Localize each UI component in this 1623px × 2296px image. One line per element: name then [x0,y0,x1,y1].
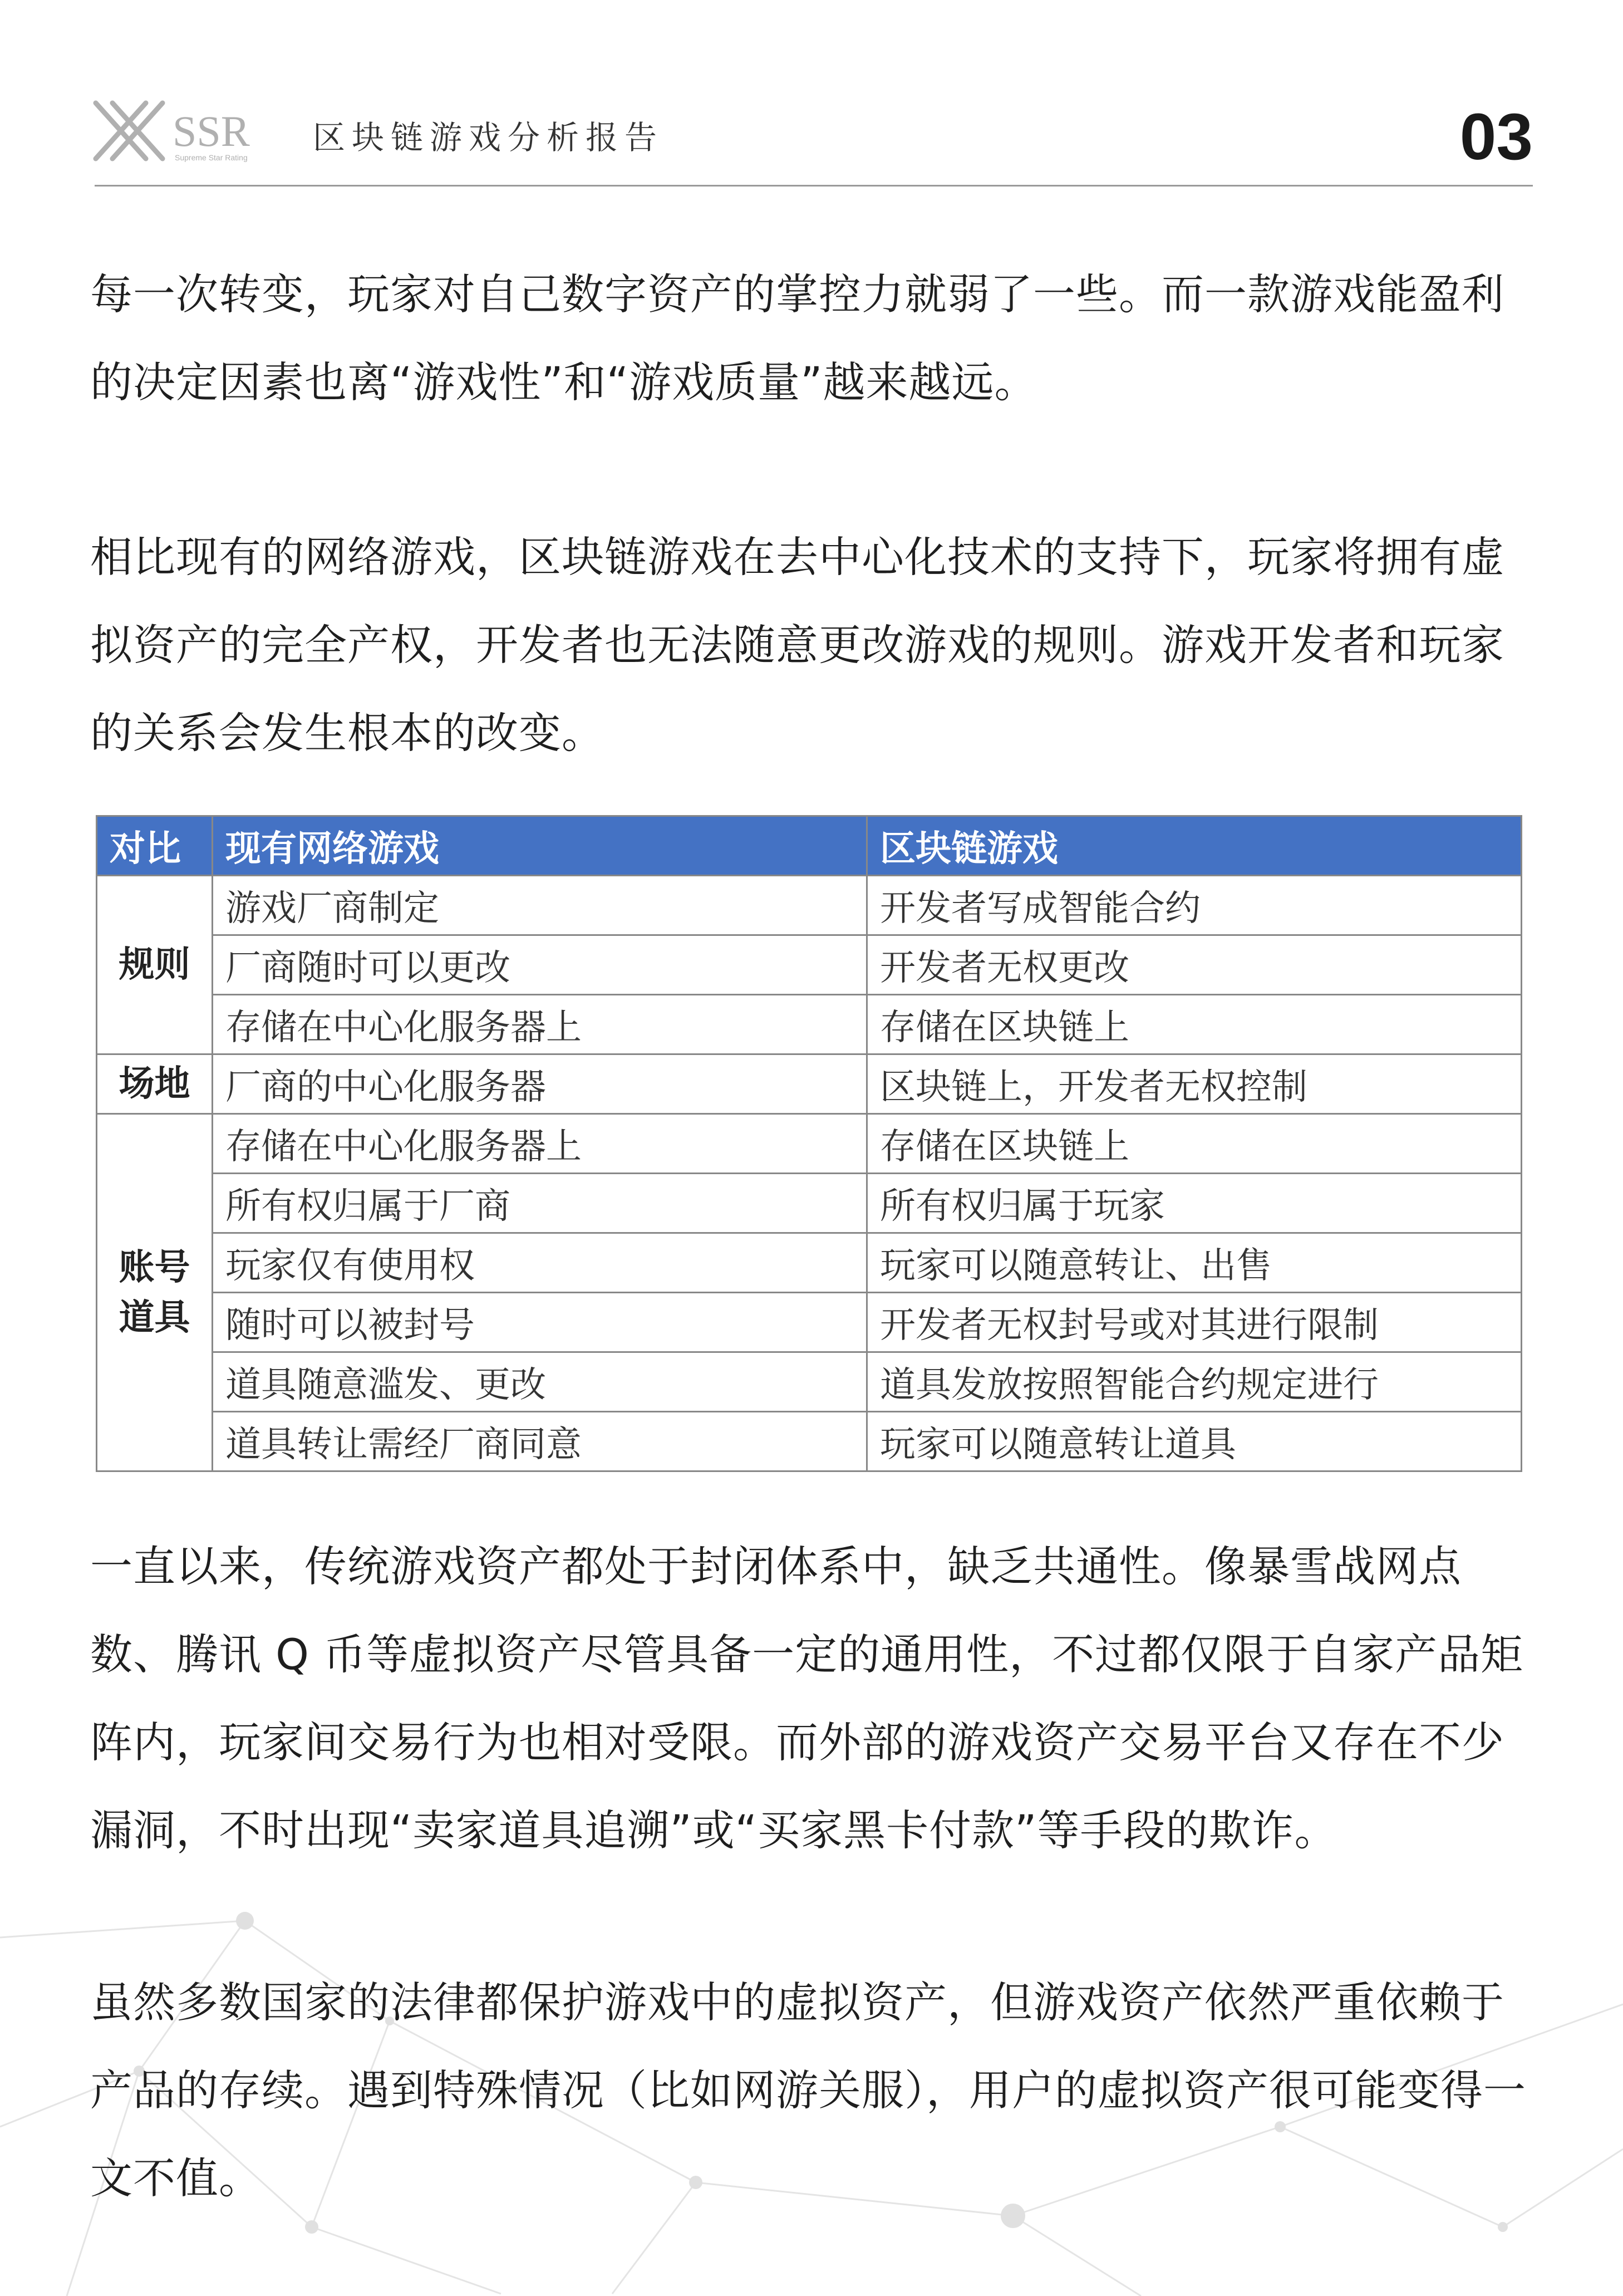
table-cell: 道具随意滥发、更改 [213,1352,867,1412]
category-cell: 规则 [97,876,213,1054]
paragraph: 虽然多数国家的法律都保护游戏中的虚拟资产，但游戏资产依然严重依赖于产品的存续。遇到特殊情况（比如网游关服），用户的虚拟资产很可能变得一文不值。 [90,1978,1526,2203]
table-row [97,1114,1522,1174]
table-cell: 玩家仅有使用权 [213,1233,867,1293]
table-cell: 存储在中心化服务器上 [213,995,867,1054]
table-cell: 开发者无权封号或对其进行限制 [867,1293,1522,1352]
page-number: 03 [1459,100,1533,174]
category-cell: 场地 [97,1054,213,1114]
table-cell: 区块链上，开发者无权控制 [867,1054,1522,1114]
table-row [97,1352,1522,1412]
svg-text:SSR: SSR [173,107,250,155]
paragraph: 一直以来，传统游戏资产都处于封闭体系中，缺乏共通性。像暴雪战网点数、腾讯 Q 币等虚拟资产尽管具备一定的通用性，不过都仅限于自家产品矩阵内，玩家间交易行为也相对受限。而外部的游戏资产交易平台又存在不少漏洞，不时出现“卖家道具追溯”或“买家黑卡付款”等手段的欺诈。 [90,1542,1524,1855]
header-divider [95,185,1533,187]
table-cell: 厂商的中心化服务器 [213,1054,867,1114]
table-cell: 所有权归属于厂商 [213,1174,867,1233]
table-row [97,935,1522,995]
table-cell: 存储在区块链上 [867,995,1522,1054]
table-cell: 玩家可以随意转让道具 [867,1412,1522,1471]
report-title: 区块链游戏分析报告 [313,119,664,156]
table-cell: 开发者无权更改 [867,935,1522,995]
ssr-logo [90,95,291,173]
table-row [97,1054,1522,1114]
paragraph: 相比现有的网络游戏，区块链游戏在去中心化技术的支持下，玩家将拥有虚拟资产的完全产权，开发者也无法随意更改游戏的规则。游戏开发者和玩家的关系会发生根本的改变。 [90,532,1504,758]
table-header-row [97,816,1522,876]
table-row [97,1233,1522,1293]
page-header [90,95,1533,189]
table-cell: 厂商随时可以更改 [213,935,867,995]
table-cell: 存储在中心化服务器上 [213,1114,867,1174]
table-cell: 随时可以被封号 [213,1293,867,1352]
table-cell: 所有权归属于玩家 [867,1174,1522,1233]
comparison-table [96,815,1522,1472]
table-cell: 玩家可以随意转让、出售 [867,1233,1522,1293]
table-cell: 游戏厂商制定 [213,876,867,935]
table-row [97,1293,1522,1352]
table-cell: 开发者写成智能合约 [867,876,1522,935]
table-cell: 道具转让需经厂商同意 [213,1412,867,1471]
table-row [97,1174,1522,1233]
category-label: 账号道具 [119,1247,190,1338]
svg-text:Supreme Star Rating: Supreme Star Rating [175,153,248,162]
table-cell: 道具发放按照智能合约规定进行 [867,1352,1522,1412]
table-row [97,995,1522,1054]
paragraph: 每一次转变，玩家对自己数字资产的掌控力就弱了一些。而一款游戏能盈利的决定因素也离“游戏性”和“游戏质量”越来越远。 [90,269,1504,407]
table-row [97,876,1522,935]
table-row [97,1412,1522,1471]
category-cell [97,1114,213,1471]
header-cell: 对比 [97,816,213,876]
header-cell: 现有网络游戏 [213,816,867,876]
table-cell: 存储在区块链上 [867,1114,1522,1174]
header-cell: 区块链游戏 [867,816,1522,876]
